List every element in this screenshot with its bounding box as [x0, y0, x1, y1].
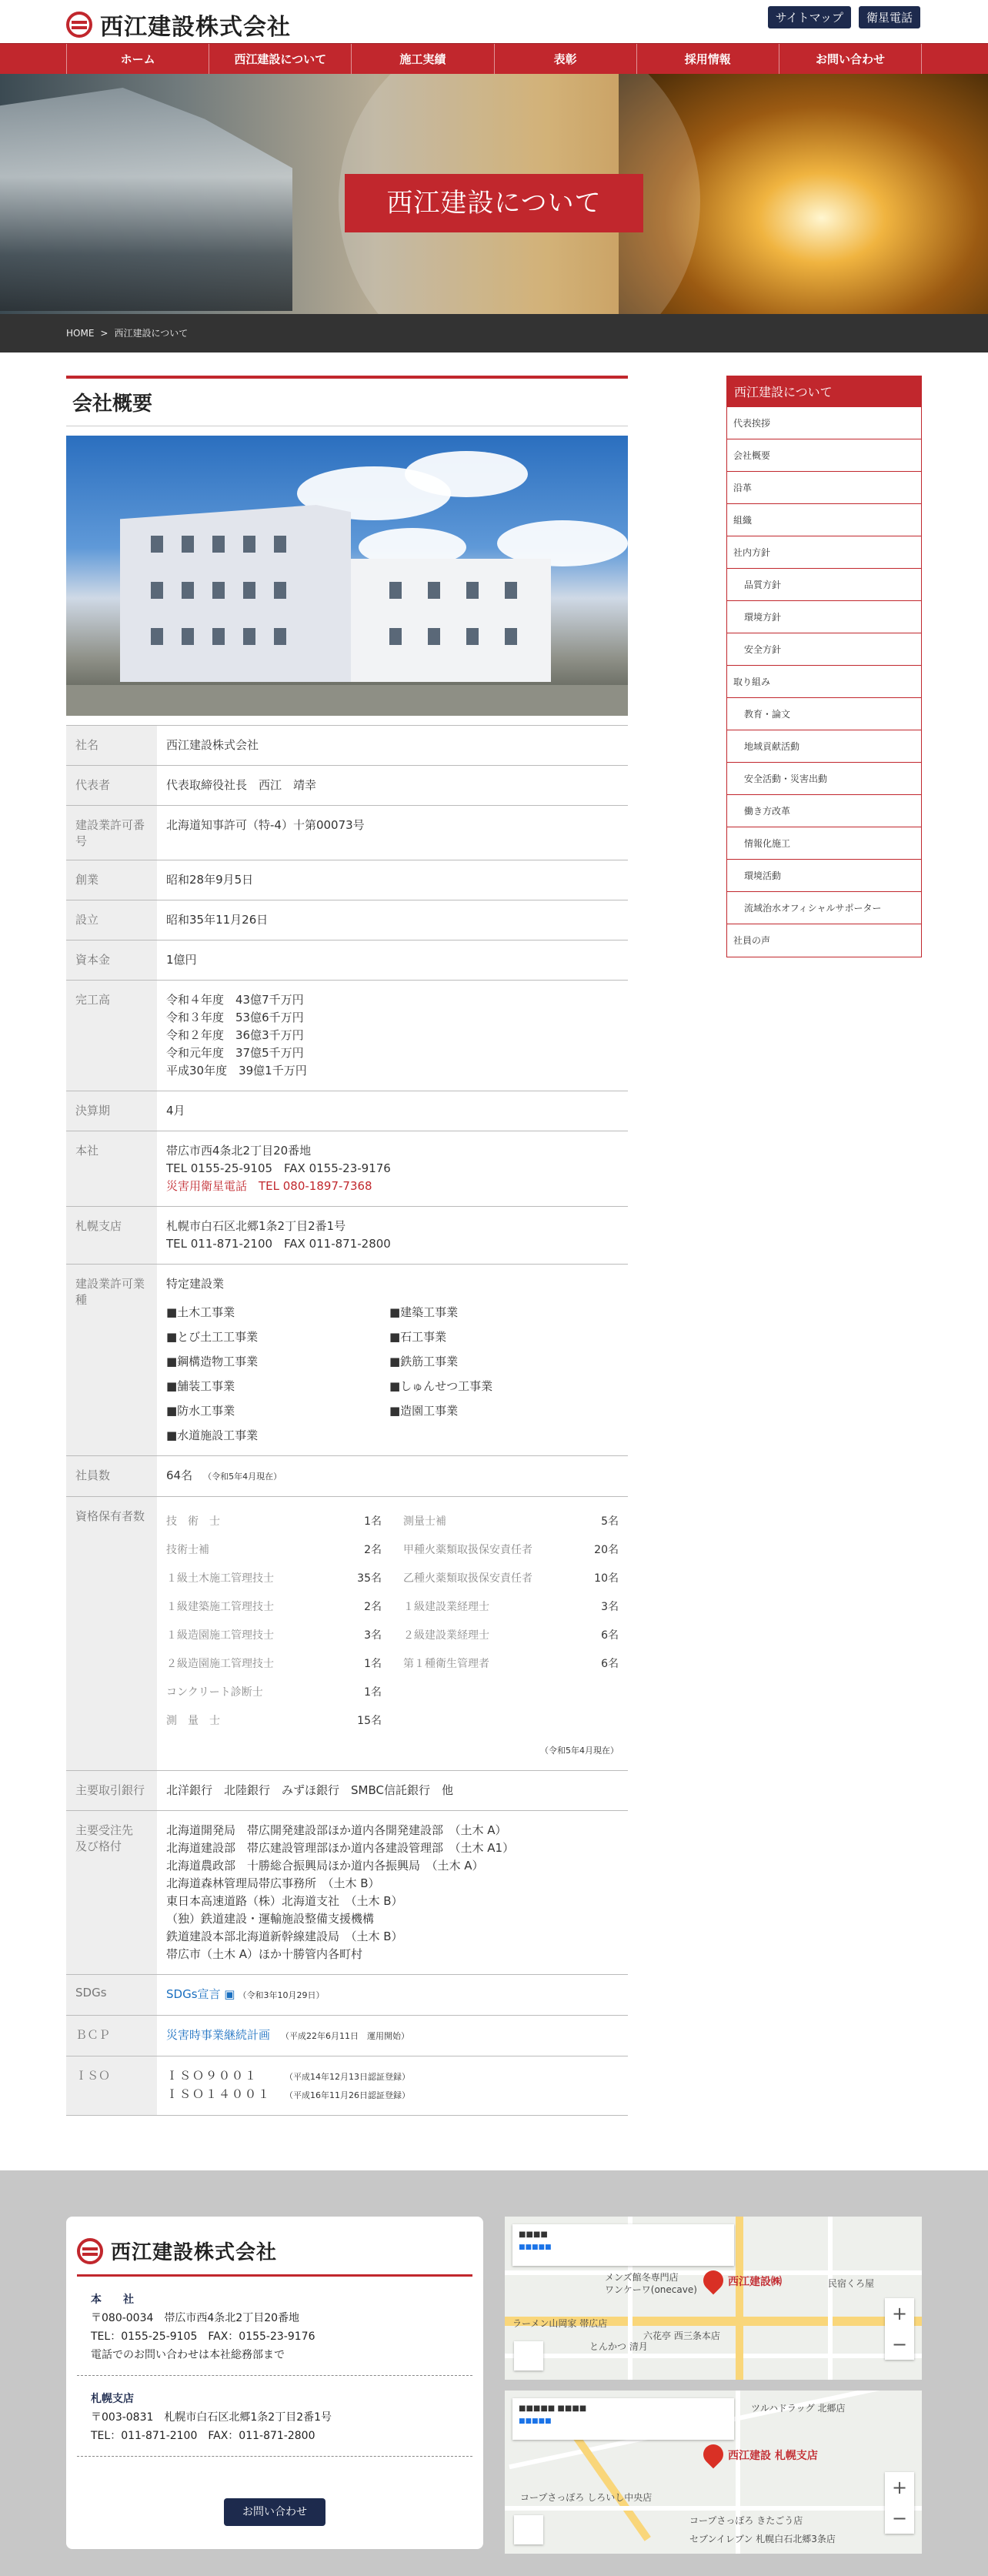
- business-values: [157, 1265, 628, 1456]
- content: [66, 376, 628, 2116]
- row-label: 代表者: [66, 766, 157, 806]
- logo-mark-icon: [66, 12, 92, 38]
- row-label: 決算期: [66, 1091, 157, 1131]
- row-value: 4月: [157, 1091, 628, 1131]
- global-nav: [0, 43, 988, 74]
- nav-works[interactable]: 施工実績: [351, 44, 493, 75]
- qualification-row: １級土木施工管理技士 35名: [166, 1572, 382, 1585]
- qualification-grid: [166, 1508, 619, 1736]
- client-line: （独）鉄道建設・運輸施設整備支援機構: [166, 1912, 375, 1926]
- sales-line: 令和４年度 43億7千万円: [166, 993, 304, 1007]
- row-value: 西江建設株式会社: [157, 726, 628, 766]
- qualification-col-left: [166, 1508, 382, 1736]
- row-label: SDGs: [66, 1975, 157, 2016]
- business-item: ■造園工事業: [389, 1404, 459, 1418]
- table-row: [66, 1771, 628, 1811]
- breadcrumb-current: 西江建設について: [114, 328, 189, 339]
- table-row: [66, 1811, 628, 1975]
- table-row: [66, 941, 628, 981]
- footer-branch: [77, 2376, 472, 2457]
- sidebar-subitem[interactable]: 地域貢献活動: [727, 730, 921, 763]
- row-label: 社名: [66, 726, 157, 766]
- top-links: [768, 6, 920, 28]
- business-item: ■石工事業: [389, 1330, 447, 1344]
- sidebar-title: 西江建設について: [726, 376, 922, 407]
- sidebar-subitem[interactable]: 環境方針: [727, 601, 921, 633]
- footer-hq: [77, 2277, 472, 2376]
- footer-hq-title: 本 社: [91, 2294, 134, 2306]
- sdgs-values: [157, 1975, 628, 2016]
- pdf-icon: ▣: [224, 1987, 235, 2001]
- business-item: ■しゅんせつ工事業: [389, 1379, 493, 1393]
- qualification-row: 測 量 士 15名: [166, 1715, 382, 1727]
- qualification-row: 乙種火薬類取扱保安責任者 10名: [403, 1572, 619, 1585]
- table-row: [66, 1091, 628, 1131]
- sales-line: 令和３年度 53億6千万円: [166, 1011, 304, 1024]
- business-grid: [166, 1304, 619, 1445]
- row-label: 設立: [66, 900, 157, 941]
- table-row: [66, 806, 628, 860]
- hq-satellite-tel[interactable]: 災害用衛星電話 TEL 080-1897-7368: [166, 1179, 372, 1193]
- table-row: [66, 900, 628, 941]
- footer-hq-address: 〒080-0034 帯広市西4条北2丁目20番地: [91, 2312, 300, 2324]
- row-label: 建設業許可番号: [66, 806, 157, 860]
- row-label: 資本金: [66, 941, 157, 981]
- sidebar-item[interactable]: 社内方針: [727, 536, 921, 569]
- company-info-table: [66, 725, 628, 2116]
- hero-truck-image: [0, 88, 292, 311]
- row-value: 昭和35年11月26日: [157, 900, 628, 941]
- sidebar: [726, 376, 922, 2116]
- contact-button[interactable]: お問い合わせ: [224, 2498, 325, 2526]
- sidebar-item[interactable]: 組織: [727, 504, 921, 536]
- sales-line: 平成30年度 39億1千万円: [166, 1064, 307, 1078]
- footer-branch-title: 札幌支店: [91, 2393, 134, 2405]
- nav-awards[interactable]: 表彰: [494, 44, 636, 75]
- bcp-link[interactable]: 災害時事業継続計画: [166, 2028, 271, 2042]
- client-line: 帯広市（土木 A）ほか十勝管内各町村: [166, 1947, 363, 1961]
- map-pin-label: 西江建設㈱: [728, 2276, 782, 2288]
- hq-map[interactable]: ■■■■ ■■■■■ メンズ館冬専門店 ワンケーワ(onecave) ラーメン山岡家 帯広店 六花亭 西三条本店 とんかつ 清月 民宿くろ屋 西江建設㈱ + −: [505, 2217, 922, 2380]
- logo-text: 西江建設株式会社: [100, 14, 291, 41]
- sidebar-subitem[interactable]: 教育・論文: [727, 698, 921, 730]
- qualification-values: [157, 1497, 628, 1771]
- footer-hq-note: 電話でのお問い合わせは本社総務部まで: [91, 2349, 285, 2361]
- site-logo[interactable]: [66, 8, 291, 42]
- site-header: [0, 0, 988, 43]
- qualification-note: （令和5年4月現在）: [540, 1746, 619, 1756]
- table-row: [66, 1975, 628, 2016]
- staff-values: [157, 1456, 628, 1497]
- row-value: 昭和28年9月5日: [157, 860, 628, 900]
- sdgs-link[interactable]: SDGs宣言: [166, 1987, 221, 2001]
- qualification-row: ２級建設業経理士 6名: [403, 1629, 619, 1642]
- breadcrumb-home[interactable]: HOME: [66, 328, 95, 339]
- footer-hq-tel: TEL：0155-25-9105 FAX：0155-23-9176: [91, 2330, 315, 2343]
- business-item: ■水道施設工事業: [166, 1428, 259, 1442]
- business-item: ■防水工事業: [166, 1404, 235, 1418]
- sidebar-subitem[interactable]: 流域治水オフィシャルサポーター: [727, 892, 921, 924]
- table-row: [66, 1131, 628, 1207]
- map-pin-label: 西江建設 札幌支店: [728, 2450, 818, 2462]
- qualification-row: １級建築施工管理技士 2名: [166, 1601, 382, 1613]
- business-item: ■鉄筋工事業: [389, 1355, 459, 1368]
- breadcrumb-sep: >: [100, 328, 108, 339]
- row-value: 北海道知事許可（特-4）十第00073号: [157, 806, 628, 860]
- table-row: [66, 766, 628, 806]
- map-zoom-controls[interactable]: + −: [885, 2472, 914, 2534]
- footer-logo-text: 西江建設株式会社: [111, 2241, 278, 2264]
- sapporo-tel: TEL 011-871-2100 FAX 011-871-2800: [166, 1237, 391, 1251]
- sales-line: 令和元年度 37億5千万円: [166, 1046, 304, 1060]
- staff-note: （令和5年4月現在）: [203, 1472, 282, 1482]
- qualification-row: 測量士補 5名: [403, 1515, 619, 1528]
- row-label: ＢＣＰ: [66, 2016, 157, 2056]
- staff-count: 64名: [166, 1468, 193, 1482]
- client-line: 北海道農政部 十勝総合振興局ほか道内各振興局 （土木 A）: [166, 1859, 484, 1873]
- iso-values: [157, 2056, 628, 2116]
- sidebar-subitem[interactable]: 働き方改革: [727, 795, 921, 827]
- sales-line: 令和２年度 36億3千万円: [166, 1028, 304, 1042]
- nav-contact[interactable]: お問い合わせ: [779, 44, 922, 75]
- sidebar-subitem[interactable]: 情報化施工: [727, 827, 921, 860]
- sidebar-subitem[interactable]: 環境活動: [727, 860, 921, 892]
- qualification-row: 技 術 士 1名: [166, 1515, 382, 1528]
- nav-recruit[interactable]: 採用情報: [636, 44, 779, 75]
- iso-item: ＩＳＯ１４００１ （平成16年11月26日認証登録）: [166, 2087, 410, 2101]
- row-label: 本社: [66, 1131, 157, 1207]
- qualification-row: 甲種火薬類取扱保安責任者 20名: [403, 1544, 619, 1556]
- clients-values: [157, 1811, 628, 1975]
- row-label: 資格保有者数: [66, 1497, 157, 1771]
- bcp-values: [157, 2016, 628, 2056]
- sapporo-address: 札幌市白石区北郷1条2丁目2番1号: [166, 1219, 346, 1233]
- qualification-col-right: [403, 1508, 619, 1736]
- footer-company-box: [66, 2217, 483, 2549]
- qualification-row: ２級造園施工管理技士 1名: [166, 1658, 382, 1670]
- footer-branch-address: 〒003-0831 札幌市白石区北郷1条2丁目2番1号: [91, 2411, 332, 2424]
- qualification-row: 技術士補 2名: [166, 1544, 382, 1556]
- footer-logo[interactable]: [77, 2237, 472, 2277]
- logo-mark-icon: [77, 2238, 103, 2264]
- page-title: 会社概要: [66, 376, 628, 426]
- business-item: ■建築工事業: [389, 1305, 459, 1319]
- business-item: ■とび土工工事業: [166, 1330, 259, 1344]
- table-row: [66, 2056, 628, 2116]
- sales-values: [157, 981, 628, 1091]
- row-label: 主要取引銀行: [66, 1771, 157, 1811]
- row-label: 札幌支店: [66, 1207, 157, 1265]
- sdgs-note: （令和3年10月29日）: [238, 1990, 325, 2000]
- business-item: ■土木工事業: [166, 1305, 235, 1319]
- qualification-row: １級建設業経理士 3名: [403, 1601, 619, 1613]
- qualification-row: 第１種衛生管理者 6名: [403, 1658, 619, 1670]
- table-row: [66, 1265, 628, 1456]
- row-label: 完工高: [66, 981, 157, 1091]
- main-area: [66, 376, 922, 2116]
- sidebar-item[interactable]: 沿革: [727, 472, 921, 504]
- sapporo-values: [157, 1207, 628, 1265]
- business-item: ■舗装工事業: [166, 1379, 235, 1393]
- row-label: 主要受注先 及び格付: [66, 1811, 157, 1975]
- table-row: [66, 1207, 628, 1265]
- row-value: 1億円: [157, 941, 628, 981]
- map-layer-toggle[interactable]: [514, 2341, 543, 2371]
- qualification-row: コンクリート診断士 1名: [166, 1686, 382, 1699]
- map-zoom-controls[interactable]: + −: [885, 2298, 914, 2360]
- footer-branch-tel: TEL：011-871-2100 FAX：011-871-2800: [91, 2430, 315, 2442]
- map-info-card: ■■■■ ■■■■■: [512, 2224, 734, 2266]
- sidebar-item[interactable]: 代表挨拶: [727, 407, 921, 439]
- table-row: [66, 726, 628, 766]
- table-row: [66, 1497, 628, 1771]
- row-label: ＩＳＯ: [66, 2056, 157, 2116]
- sidebar-item[interactable]: 取り組み: [727, 666, 921, 698]
- client-line: 鉄道建設本部北海道新幹線建設局 （土木 B）: [166, 1929, 403, 1943]
- client-line: 北海道開発局 帯広開発建設部ほか道内各開発建設部 （土木 A）: [166, 1823, 507, 1837]
- nav-about[interactable]: 西江建設について: [209, 44, 351, 75]
- row-label: 建設業許可業種: [66, 1265, 157, 1456]
- qualification-row: １級造園施工管理技士 3名: [166, 1629, 382, 1642]
- nav-home[interactable]: ホーム: [66, 44, 209, 75]
- branch-map[interactable]: ■■■■■ ■■■■ ■■■■■ ツルハドラッグ 北郷店 コープさっぽろ しろいし中央店 コープさっぽろ きたごう店 セブンイレブン 札幌白石北郷3条店 西江建設 札幌支店 + −: [505, 2391, 922, 2554]
- business-item: ■鋼構造物工事業: [166, 1355, 259, 1368]
- iso-item: ＩＳＯ９００１ （平成14年12月13日認証登録）: [166, 2069, 410, 2083]
- table-row: [66, 2016, 628, 2056]
- table-row: [66, 981, 628, 1091]
- satellite-phone-link[interactable]: 衛星電話: [859, 6, 920, 28]
- map-info-card: ■■■■■ ■■■■ ■■■■■: [512, 2398, 734, 2440]
- breadcrumb: [0, 314, 988, 352]
- table-row: [66, 860, 628, 900]
- sidebar-menu: [726, 407, 922, 957]
- sidebar-subitem[interactable]: 安全活動・災害出動: [727, 763, 921, 795]
- business-head: 特定建設業: [166, 1277, 225, 1291]
- company-building-photo: [66, 436, 628, 716]
- row-label: 社員数: [66, 1456, 157, 1497]
- map-layer-toggle[interactable]: [514, 2515, 543, 2544]
- row-label: 創業: [66, 860, 157, 900]
- sidebar-item[interactable]: 会社概要: [727, 439, 921, 472]
- bcp-note: （平成22年6月11日 運用開始）: [281, 2031, 410, 2041]
- sidebar-subitem[interactable]: 品質方針: [727, 569, 921, 601]
- hero-banner: [0, 74, 988, 314]
- client-line: 東日本高速道路（株）北海道支社 （土木 B）: [166, 1894, 403, 1908]
- client-line: 北海道建設部 帯広建設管理部ほか道内各建設管理部 （土木 A1）: [166, 1841, 515, 1855]
- table-row: [66, 1456, 628, 1497]
- sidebar-subitem[interactable]: 安全方針: [727, 633, 921, 666]
- site-footer: [0, 2170, 988, 2576]
- hero-title: 西江建設について: [345, 174, 643, 232]
- row-value: 北洋銀行 北陸銀行 みずほ銀行 SMBC信託銀行 他: [157, 1771, 628, 1811]
- client-line: 北海道森林管理局帯広事務所 （土木 B）: [166, 1876, 380, 1890]
- sidebar-item[interactable]: 社員の声: [733, 935, 771, 946]
- sitemap-link[interactable]: サイトマップ: [768, 6, 851, 28]
- hq-address: 帯広市西4条北2丁目20番地: [166, 1144, 312, 1158]
- hq-values: [157, 1131, 628, 1207]
- hq-tel: TEL 0155-25-9105 FAX 0155-23-9176: [166, 1161, 391, 1175]
- row-value: 代表取締役社長 西江 靖幸: [157, 766, 628, 806]
